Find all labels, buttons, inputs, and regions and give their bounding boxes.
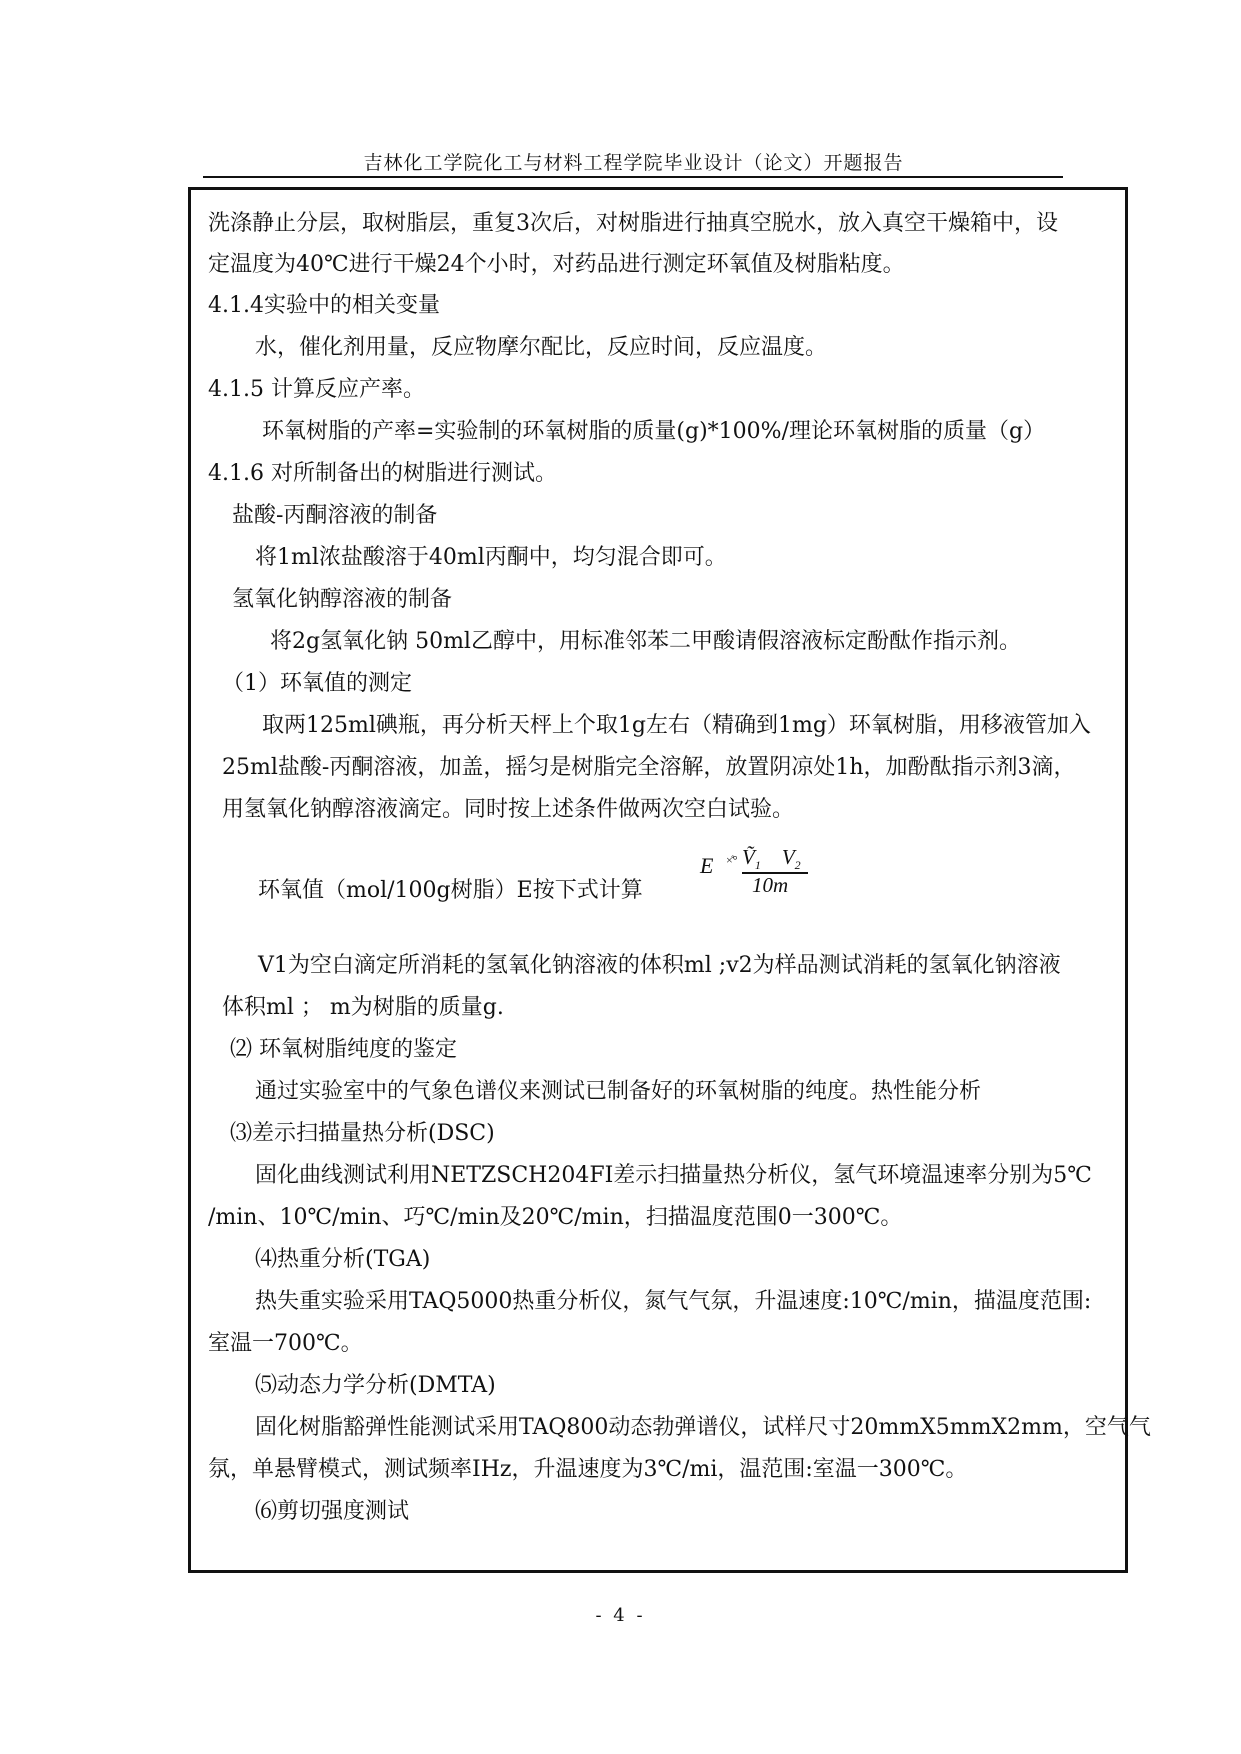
section-heading: 4.1.5 计算反应产率。 [208, 377, 425, 402]
subheading: ⑸动态力学分析(DMTA) [255, 1373, 496, 1398]
subheading: ⑹剪切强度测试 [255, 1499, 410, 1524]
formula-denominator: 10m [752, 873, 789, 897]
text-line: 热失重实验采用TAQ5000热重分析仪，氮气气氛，升温速度:10℃/min，描温度范围: [255, 1289, 1092, 1314]
section-heading: 4.1.6 对所制备出的树脂进行测试。 [208, 461, 557, 486]
text-line: 定温度为40℃进行干燥24个小时，对药品进行测定环氧值及树脂粘度。 [208, 252, 905, 277]
text-line: 水，催化剂用量，反应物摩尔配比，反应时间，反应温度。 [255, 335, 828, 360]
page-number: - 4 - [595, 1605, 646, 1626]
formula-caption: 环氧值（mol/100g树脂）E按下式计算 [258, 878, 643, 903]
text-line: 固化树脂豁弹性能测试采用TAQ800动态勃弹谱仪，试样尺寸20mmX5mmX2mm，空气气 [255, 1415, 1151, 1440]
formula-lhs: E [700, 853, 714, 878]
formula-v2-subscript: 2 [794, 858, 801, 873]
text-line: 用氢氧化钠醇溶液滴定。同时按上述条件做两次空白试验。 [222, 797, 795, 822]
header-rule [203, 176, 1063, 178]
text-line: 体积ml ； m为树脂的质量g. [222, 995, 504, 1020]
text-line: 氛，单悬臂模式，测试频率IHz，升温速度为3℃/mi，温范围:室温一300℃。 [208, 1457, 968, 1482]
subheading: 盐酸-丙酮溶液的制备 [232, 503, 438, 528]
text-line: 通过实验室中的气象色谱仪来测试已制备好的环氧树脂的纯度。热性能分析 [255, 1079, 982, 1104]
text-line: 固化曲线测试利用NETZSCH204FI差示扫描量热分析仪，氢气环境温速率分别为5℃ [255, 1163, 1092, 1188]
text-line: 洗涤静止分层，取树脂层，重复3次后，对树脂进行抽真空脱水，放入真空干燥箱中，设 [208, 211, 1058, 236]
text-line: V1为空白滴定所消耗的氢氧化钠溶液的体积ml ;v2为样品测试消耗的氢氧化钠溶液 [258, 953, 1061, 978]
subheading: ⑵ 环氧树脂纯度的鉴定 [230, 1037, 457, 1062]
text-line: 将1ml浓盐酸溶于40ml丙酮中，均匀混合即可。 [255, 545, 727, 570]
subheading: ⑶差示扫描量热分析(DSC) [230, 1121, 495, 1146]
text-line: 取两125ml碘瓶，再分析天枰上个取1g左右（精确到1mg）环氧树脂，用移液管加入 [262, 713, 1091, 738]
text-line: 将2g氢氧化钠 50ml乙醇中，用标准邻苯二甲酸请假溶液标定酚酞作指示剂。 [270, 629, 1021, 654]
subheading: ⑷热重分析(TGA) [255, 1247, 431, 1272]
text-line: /min、10℃/min、巧℃/min及20℃/min，扫描温度范围0一300℃。 [208, 1205, 903, 1230]
epoxy-value-formula [700, 845, 820, 905]
formula-v2: V [781, 845, 795, 869]
text-line: 25ml盐酸-丙酮溶液，加盖，摇匀是树脂完全溶解，放置阴凉处1h，加酚酞指示剂3滴， [222, 755, 1076, 780]
page-header-title: 吉林化工学院化工与材料工程学院毕业设计（论文）开题报告 [363, 152, 904, 174]
formula-v1: Ṽ [742, 845, 755, 869]
formula-operator: ×̊° [726, 853, 738, 867]
formula-v1-subscript: 1 [754, 858, 761, 873]
formula-numerator [742, 845, 801, 873]
subheading: （1）环氧值的测定 [222, 671, 412, 696]
section-heading: 4.1.4实验中的相关变量 [208, 293, 440, 318]
text-line: 室温一700℃。 [208, 1331, 363, 1356]
text-line: 环氧树脂的产率=实验制的环氧树脂的质量(g)*100%/理论环氧树脂的质量（g） [262, 419, 1046, 444]
subheading: 氢氧化钠醇溶液的制备 [232, 587, 453, 612]
